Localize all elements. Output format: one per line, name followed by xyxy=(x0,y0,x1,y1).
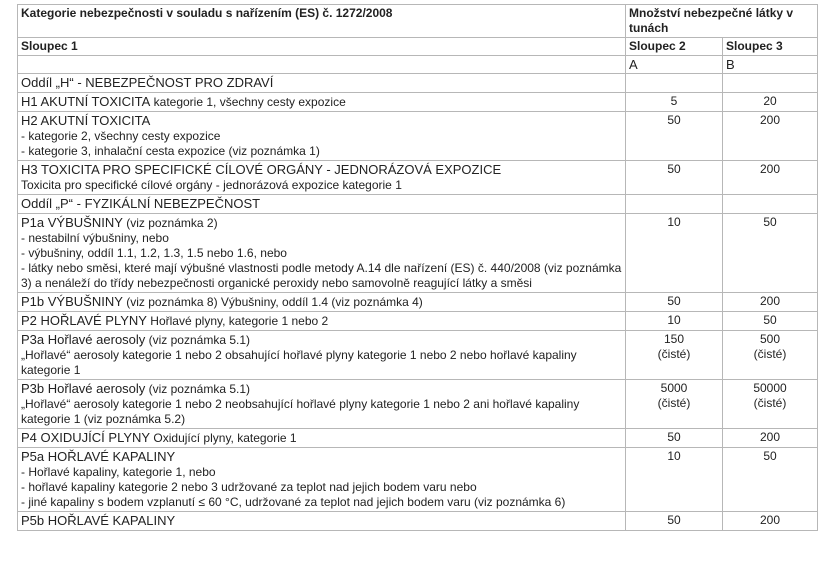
category-cell xyxy=(18,312,626,331)
quantity-a: 150 xyxy=(663,332,685,346)
category-title: H2 AKUTNÍ TOXICITA xyxy=(21,113,151,128)
col1-label: Sloupec 1 xyxy=(18,38,626,56)
category-title: P5b HOŘLAVÉ KAPALINY xyxy=(21,513,176,528)
table-row xyxy=(18,293,818,312)
category-detail-line: - látky nebo směsi, které mají výbušné vlastnosti podle metody A.14 dle nařízení (ES) č. 440/2008 (viz poznámka 3) a nenáleží do třídy nebezpečnosti organické peroxidy nebo samovolně reagující látky a směsi xyxy=(21,261,622,290)
quantity-a-cell xyxy=(626,93,723,112)
quantity-a: 10 xyxy=(667,313,681,327)
hazard-category-table xyxy=(17,4,818,531)
category-title: P5a HOŘLAVÉ KAPALINY xyxy=(21,449,176,464)
right-title: Množství nebezpečné látky v tunách xyxy=(626,5,818,38)
table-row xyxy=(18,512,818,531)
quantity-b: 50000 xyxy=(753,381,787,395)
category-cell xyxy=(18,112,626,161)
category-detail-line: - výbušniny, oddíl 1.1, 1.2, 1.3, 1.5 nebo 1.6, nebo xyxy=(21,246,287,260)
quantity-b-cell xyxy=(723,380,818,429)
category-cell xyxy=(18,429,626,448)
quantity-a: 50 xyxy=(667,162,681,176)
quantity-b: 200 xyxy=(759,513,781,527)
col2-letter: A xyxy=(626,56,723,74)
quantity-a: 5 xyxy=(670,94,678,108)
quantity-a-cell xyxy=(626,112,723,161)
table-row xyxy=(18,161,818,195)
quantity-b-cell xyxy=(723,293,818,312)
table-row xyxy=(18,331,818,380)
table-row xyxy=(18,448,818,512)
quantity-b-cell xyxy=(723,312,818,331)
table-row xyxy=(18,312,818,331)
col1-letter-cell xyxy=(18,56,626,74)
category-suffix: kategorie 1, všechny cesty expozice xyxy=(150,95,346,109)
category-detail-line: - hořlavé kapaliny kategorie 2 nebo 3 udržované za teplot nad jejich bodem varu nebo xyxy=(21,480,477,494)
quantity-b-cell xyxy=(723,74,818,93)
table-row xyxy=(18,93,818,112)
category-suffix: Oxidující plyny, kategorie 1 xyxy=(150,431,297,445)
category-cell xyxy=(18,293,626,312)
category-detail-line: - Hořlavé kapaliny, kategorie 1, nebo xyxy=(21,465,216,479)
table-row xyxy=(18,429,818,448)
quantity-a-cell xyxy=(626,512,723,531)
category-title: H3 TOXICITA PRO SPECIFICKÉ CÍLOVÉ ORGÁNY - JEDNORÁZOVÁ EXPOZICE xyxy=(21,162,502,177)
category-cell xyxy=(18,448,626,512)
quantity-b-cell xyxy=(723,331,818,380)
category-cell xyxy=(18,331,626,380)
quantity-a-note: (čisté) xyxy=(657,396,691,410)
quantity-b-cell xyxy=(723,112,818,161)
category-detail-line: - nestabilní výbušniny, nebo xyxy=(21,231,169,245)
quantity-b: 200 xyxy=(759,162,781,176)
quantity-a-note: (čisté) xyxy=(657,347,691,361)
category-title: P1b VÝBUŠNINY xyxy=(21,294,123,309)
quantity-b-cell xyxy=(723,93,818,112)
quantity-a-cell xyxy=(626,214,723,293)
category-suffix: (viz poznámka 8) Výbušniny, oddíl 1.4 (viz poznámka 4) xyxy=(122,295,423,309)
table-row xyxy=(18,195,818,214)
category-suffix: Hořlavé plyny, kategorie 1 nebo 2 xyxy=(146,314,329,328)
quantity-b-cell xyxy=(723,214,818,293)
quantity-a: 50 xyxy=(667,294,681,308)
col3-letter: B xyxy=(723,56,818,74)
quantity-a-cell xyxy=(626,331,723,380)
col3-label: Sloupec 3 xyxy=(723,38,818,56)
quantity-b: 500 xyxy=(759,332,781,346)
quantity-b: 50 xyxy=(763,313,777,327)
quantity-a: 5000 xyxy=(660,381,688,395)
quantity-b-cell xyxy=(723,512,818,531)
category-title: P3a Hořlavé aerosoly xyxy=(21,332,146,347)
quantity-b-note: (čisté) xyxy=(753,396,787,410)
quantity-b-cell xyxy=(723,429,818,448)
category-detail-line: - jiné kapaliny s bodem vzplanutí ≤ 60 °C, udržované za teplot nad jejich bodem varu (viz poznámka 6) xyxy=(21,495,566,509)
quantity-a: 50 xyxy=(667,113,681,127)
quantity-a-cell xyxy=(626,312,723,331)
category-title: P1a VÝBUŠNINY xyxy=(21,215,123,230)
category-cell xyxy=(18,195,626,214)
table-row xyxy=(18,74,818,93)
quantity-a: 50 xyxy=(667,513,681,527)
column-label-row xyxy=(18,38,818,56)
category-title: Oddíl „P“ - FYZIKÁLNÍ NEBEZPEČNOST xyxy=(21,196,261,211)
quantity-b: 200 xyxy=(759,294,781,308)
category-title: P4 OXIDUJÍCÍ PLYNY xyxy=(21,430,151,445)
quantity-b: 200 xyxy=(759,113,781,127)
category-title: Oddíl „H“ - NEBEZPEČNOST PRO ZDRAVÍ xyxy=(21,75,274,90)
category-suffix: (viz poznámka 5.1) xyxy=(145,382,251,396)
category-detail-line: - kategorie 3, inhalační cesta expozice (viz poznámka 1) xyxy=(21,144,320,158)
quantity-b-cell xyxy=(723,161,818,195)
category-cell xyxy=(18,380,626,429)
quantity-a-cell xyxy=(626,429,723,448)
column-letter-row xyxy=(18,56,818,74)
quantity-a: 50 xyxy=(667,430,681,444)
category-detail-line: „Hořlavé“ aerosoly kategorie 1 nebo 2 neobsahující hořlavé plyny kategorie 1 nebo 2 ani hořlavé kapaliny kategorie 1 (viz poznámka 5.2) xyxy=(21,397,580,426)
table-row xyxy=(18,380,818,429)
category-detail-line: - kategorie 2, všechny cesty expozice xyxy=(21,129,221,143)
category-suffix: (viz poznámka 5.1) xyxy=(145,333,251,347)
category-cell xyxy=(18,161,626,195)
quantity-a: 10 xyxy=(667,449,681,463)
col2-label: Sloupec 2 xyxy=(626,38,723,56)
category-title: H1 AKUTNÍ TOXICITA xyxy=(21,94,151,109)
quantity-b-cell xyxy=(723,195,818,214)
quantity-b: 50 xyxy=(763,449,777,463)
quantity-b: 200 xyxy=(759,430,781,444)
quantity-a-cell xyxy=(626,74,723,93)
category-cell xyxy=(18,214,626,293)
quantity-a-cell xyxy=(626,293,723,312)
category-suffix: (viz poznámka 2) xyxy=(122,216,218,230)
left-title: Kategorie nebezpečnosti v souladu s nařízením (ES) č. 1272/2008 xyxy=(18,5,626,38)
quantity-b-note: (čisté) xyxy=(753,347,787,361)
table-header-row xyxy=(18,5,818,38)
category-detail-line: Toxicita pro specifické cílové orgány - jednorázová expozice kategorie 1 xyxy=(21,178,402,192)
quantity-a-cell xyxy=(626,161,723,195)
table-row xyxy=(18,214,818,293)
quantity-b-cell xyxy=(723,448,818,512)
quantity-a: 10 xyxy=(667,215,681,229)
table-row xyxy=(18,112,818,161)
category-cell xyxy=(18,512,626,531)
quantity-b: 50 xyxy=(763,215,777,229)
category-title: P3b Hořlavé aerosoly xyxy=(21,381,146,396)
category-cell xyxy=(18,74,626,93)
quantity-a-cell xyxy=(626,380,723,429)
quantity-a-cell xyxy=(626,195,723,214)
category-cell xyxy=(18,93,626,112)
category-title: P2 HOŘLAVÉ PLYNY xyxy=(21,313,147,328)
quantity-a-cell xyxy=(626,448,723,512)
category-detail-line: „Hořlavé“ aerosoly kategorie 1 nebo 2 obsahující hořlavé plyny kategorie 1 nebo 2 nebo hořlavé kapaliny kategorie 1 xyxy=(21,348,577,377)
quantity-b: 20 xyxy=(763,94,777,108)
